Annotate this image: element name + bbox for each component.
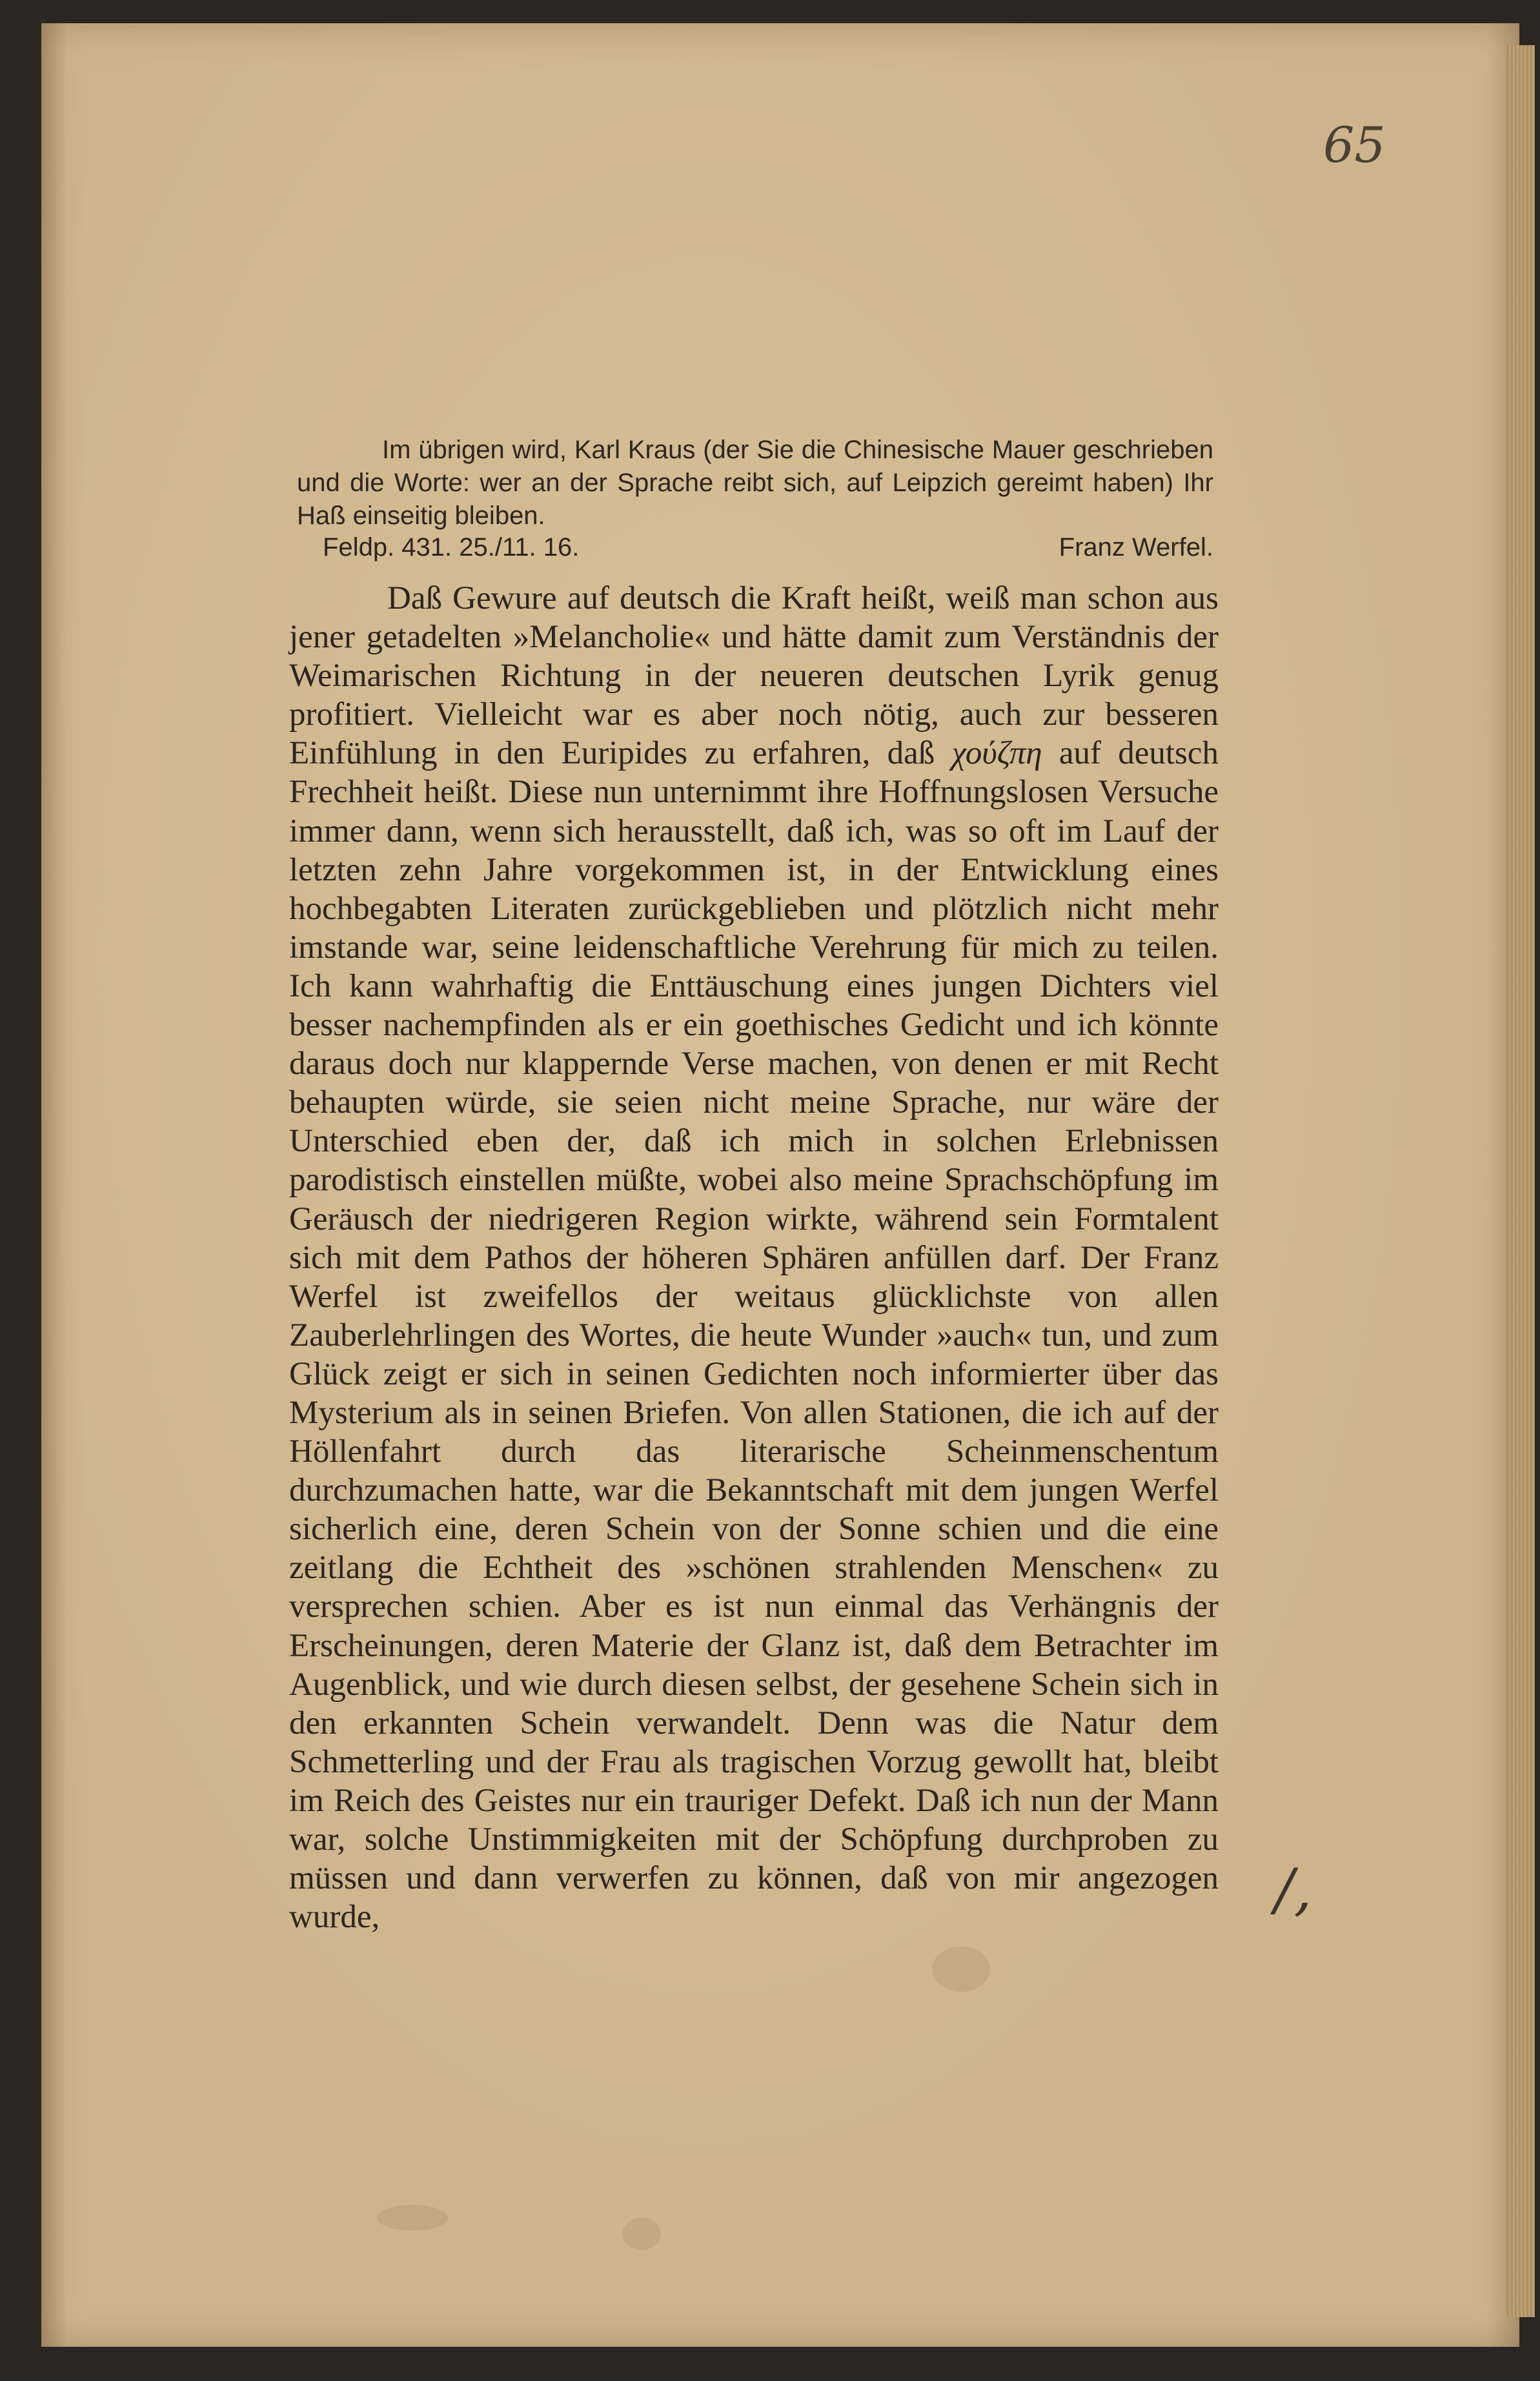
page-edges bbox=[1506, 45, 1535, 2317]
margin-annotation: /, bbox=[1275, 1856, 1312, 1923]
body-text-part-2: auf deutsch Frechheit heißt. Diese nun unternimmt ihre Hoffnungslosen Versuche immer dann, wenn sich herausstellt, daß ich, was so oft im Lauf der letzten zehn Jahre vorgekommen ist, in der Entwicklung eines hochbegabten Literaten zurückgeblieben und plötzlich nicht mehr imstande war, seine leidenschaftliche Verehrung für mich zu teilen. Ich kann wahrhaftig die Enttäuschung eines jungen Dichters viel besser nachempfinden als er ein goethisches Gedicht und ich könnte daraus doch nur klappernde Verse machen, von denen er mit Recht behaupten würde, sie seien nicht meine Sprache, nur wäre der Unterschied eben der, daß ich mich in solchen Erlebnissen parodistisch einstellen müßte, wobei also meine Sprachschöpfung im Geräusch der niedrigeren Region wirkte, während sein Formtalent sich mit dem Pathos der höheren Sphären anfüllen darf. Der Franz Werfel ist zweifellos der weitaus glücklichste von allen Zauberlehrlingen des Wortes, die heute Wunder »auch« tun, und zum Glück zeigt er sich in seinen Gedichten noch informierter über das Mysterium als in seinen Briefen. Von allen Stationen, die ich auf der Höllenfahrt durch das literarische Scheinmenschentum durchzumachen hatte, war die Bekanntschaft mit dem jungen Werfel sicherlich eine, deren Schein von der Sonne schien und die eine zeitlang die Echtheit des »schönen strahlenden Menschen« zu versprechen schien. Aber es ist nun einmal das Verhängnis der Erscheinungen, deren Materie der Glanz ist, daß dem Betrachter im Augenblick, und wie durch diesen selbst, der gesehene Schein sich in den erkannten Schein verwandelt. Denn was die Natur dem Schmetterling und der Frau als tragischen Vorzug gewollt hat, bleibt im Reich des Geistes nur ein trauriger Defekt. Daß ich nun der Mann war, solche Unstimmigkeiten mit der Schöpfung durchproben zu müssen und dann verwerfen zu können, daß von mir angezogen wurde, bbox=[289, 735, 1219, 1936]
letter-signature-line bbox=[323, 533, 1213, 562]
body-paragraph bbox=[289, 579, 1219, 1936]
body-text-part-1: Daß Gewure auf deutsch die Kraft heißt, weiß man schon aus jener getadelten »Melancholie« und hätte damit zum Verständnis der Weimarischen Richtung in der neueren deutschen Lyrik genug profitiert. Vielleicht war es aber noch nötig, auch zur besseren Einfühlung in den Euripides zu erfahren, daß bbox=[289, 580, 1219, 772]
paper-stain bbox=[622, 2218, 661, 2250]
letter-quote: Im übrigen wird, Karl Kraus (der Sie die Chinesische Mauer geschrieben und die Worte: wer an der Sprache reibt sich, auf Leipzich gereimt haben) Ihr Haß einseitig bleiben. bbox=[297, 436, 1213, 530]
paper-stain bbox=[377, 2205, 448, 2231]
page-number: 65 bbox=[1323, 116, 1386, 174]
letter-signature: Franz Werfel. bbox=[1059, 533, 1213, 562]
greek-word: χούζπη bbox=[951, 735, 1042, 772]
letter-place-date: Feldp. 431. 25./11. 16. bbox=[323, 533, 580, 562]
paper-stain bbox=[932, 1947, 990, 1992]
